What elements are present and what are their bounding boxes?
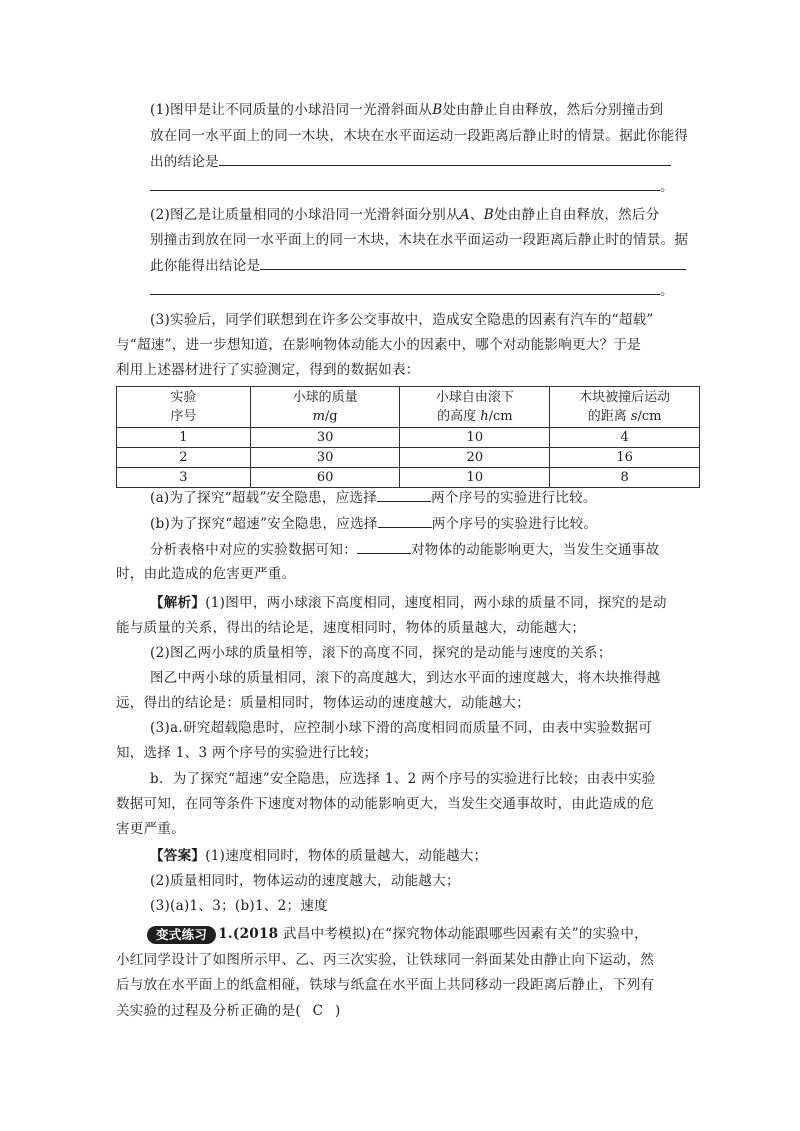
variant-line-2: 小红同学设计了如图所示甲、乙、丙三次实验，让铁球同一斜面某处由静止向下运动，然 (116, 952, 655, 968)
q3-line-2: 与“超速”，进一步想知道，在影响物体动能大小的因素中，哪个对动能影响更大？于是 (116, 337, 642, 353)
answer-line-2: (2)质量相同时，物体运动的速度越大，动能越大； (150, 873, 460, 889)
variant-tag: 变式练习 (147, 926, 216, 944)
q3-line-3: 利用上述器材进行了实验测定，得到的数据如表： (116, 362, 420, 378)
cell-trial: 1 (117, 428, 251, 448)
q2-line-3: 此你能得出结论是 (150, 255, 690, 276)
variant-line-4: 关实验的过程及分析正确的是( C ) (116, 1003, 341, 1019)
q2-line-2: 别撞击到放在同一水平面上的同一木块，木块在水平面运动一段距离后静止时的情景。据 (150, 232, 689, 248)
cell-trial: 2 (117, 448, 251, 468)
variant-answer-choice: C (312, 1003, 324, 1019)
sub-c-blank[interactable] (357, 539, 411, 554)
q2-line-4: 。 (150, 280, 690, 301)
q3-line-1: (3)实验后，同学们联想到在许多公交事故中，造成安全隐患的因素有汽车的“超载” (150, 312, 654, 328)
analysis-line-10: 害更严重。 (116, 821, 185, 837)
variant-line-3: 后与放在水平面上的纸盒相碰，铁球与纸盒在水平面上共同移动一段距离后静止，下列有 (116, 977, 655, 993)
table-row (117, 428, 700, 448)
cell-mass: 30 (250, 428, 400, 448)
data-table (116, 386, 700, 488)
cell-height: 20 (400, 448, 550, 468)
analysis-label: 【解析】 (150, 595, 206, 611)
answer-line-3: (3)(a)1、3；(b)1、2；速度 (150, 898, 328, 914)
q1-line-4: 。 (150, 176, 690, 197)
q2-answer-blank-2[interactable] (150, 280, 660, 295)
table-row (117, 448, 700, 468)
q2-line-1: (2)图乙是让质量相同的小球沿同一光滑斜面分别从A、B处由静止自由释放，然后分 (150, 207, 660, 223)
q1-answer-blank-2[interactable] (150, 176, 660, 191)
sub-a-blank[interactable] (377, 487, 431, 502)
cell-distance: 4 (550, 428, 700, 448)
answer-label: 【答案】 (150, 848, 206, 864)
analysis-line-8: b．为了探究“超速”安全隐患，应选择 1、2 两个序号的实验进行比较；由表中实验 (150, 771, 656, 787)
q2-answer-blank[interactable] (260, 255, 686, 270)
analysis-line-3: (2)图乙两小球的质量相等，滚下的高度不同，探究的是动能与速度的关系； (150, 645, 612, 661)
cell-trial: 3 (117, 468, 251, 488)
table-header-row (117, 387, 700, 428)
cell-height: 10 (400, 468, 550, 488)
analysis-line-7: 知，选择 1、3 两个序号的实验进行比较； (116, 745, 378, 761)
header-mass: 小球的质量 m/g (250, 387, 400, 428)
q1-answer-blank[interactable] (219, 151, 671, 166)
answer-line-1: 【答案】(1)速度相同时，物体的质量越大，动能越大； (150, 848, 488, 864)
analysis-line-4: 图乙中两小球的质量相同，滚下的高度越大，到达水平面的速度越大，将木块推得越 (150, 670, 661, 686)
q1-line-2: 放在同一水平面上的同一木块，木块在水平面运动一段距离后静止时的情景。据此你能得 (150, 128, 689, 144)
analysis-line-5: 远，得出的结论是：质量相同时，物体运动的速度越大，动能越大； (116, 695, 530, 711)
table-row (117, 468, 700, 488)
analysis-line-9: 数据可知，在同等条件下速度对物体的动能影响更大，当发生交通事故时，由此造成的危 (116, 796, 655, 812)
analysis-line-6: (3)a.研究超载隐患时，应控制小球下滑的高度相同而质量不同，由表中实验数据可 (150, 720, 653, 736)
sub-b: (b)为了探究“超速”安全隐患，应选择 两个序号的实验进行比较。 (150, 513, 690, 534)
cell-mass: 60 (250, 468, 400, 488)
sub-b-blank[interactable] (378, 513, 432, 528)
analysis-line-2: 能与质量的关系，得出的结论是，速度相同时，物体的质量越大，动能越大； (116, 620, 586, 636)
variant-line-1: 变式练习 1.(2018 武昌中考模拟)在“探究物体动能跟哪些因素有关”的实验中， (147, 924, 707, 944)
q1-line-1: (1)图甲是让不同质量的小球沿同一光滑斜面从B处由静止自由释放，然后分别撞击到 (150, 102, 664, 118)
cell-distance: 16 (550, 448, 700, 468)
sub-c-line-2: 时，由此造成的危害更严重。 (116, 566, 296, 582)
q1-line-3: 出的结论是 (150, 151, 690, 172)
analysis-line-1: 【解析】(1)图甲，两小球滚下高度相同，速度相同，两小球的质量不同，探究的是动 (150, 595, 667, 611)
header-distance: 木块被撞后运动 的距离 s/cm (550, 387, 700, 428)
sub-a: (a)为了探究“超载”安全隐患，应选择 两个序号的实验进行比较。 (150, 487, 690, 508)
header-trial: 实验 序号 (117, 387, 251, 428)
sub-c-line-1: 分析表格中对应的实验数据可知： 对物体的动能影响更大，当发生交通事故 (150, 539, 690, 560)
cell-height: 10 (400, 428, 550, 448)
cell-mass: 30 (250, 448, 400, 468)
header-height: 小球自由滚下 的高度 h/cm (400, 387, 550, 428)
cell-distance: 8 (550, 468, 700, 488)
